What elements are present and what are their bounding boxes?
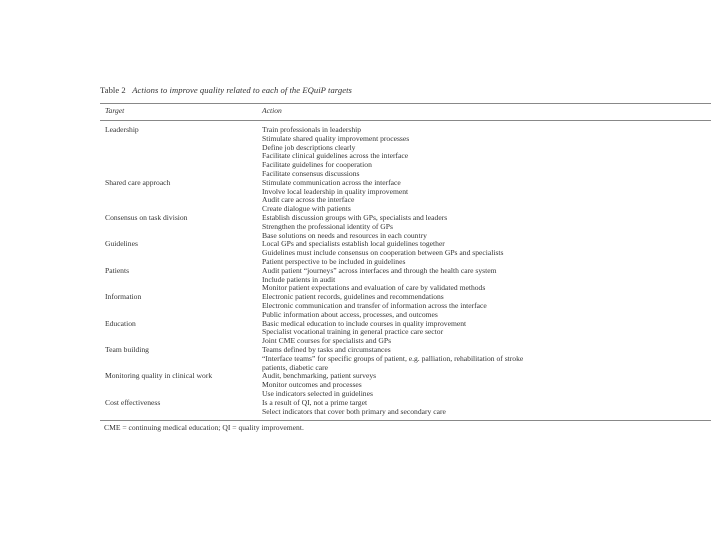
action-item: Specialist vocational training in general practice care sector bbox=[262, 327, 444, 337]
action-item: Audit patient “journeys” across interfaces and through the health care system bbox=[262, 265, 497, 275]
action-item: Monitor outcomes and processes bbox=[262, 380, 362, 390]
header-action: Action bbox=[262, 106, 282, 115]
action-cell bbox=[262, 240, 710, 266]
action-item: Create dialogue with patients bbox=[262, 204, 351, 214]
table-label: Table 2 bbox=[100, 85, 126, 95]
action-item: Patient perspective to be included in guidelines bbox=[262, 256, 406, 266]
action-cell bbox=[262, 399, 710, 417]
target-cell: Shared care approach bbox=[105, 177, 171, 187]
action-cell bbox=[262, 126, 710, 179]
header-rule bbox=[100, 120, 711, 121]
action-item: Train professionals in leadership bbox=[262, 125, 362, 134]
target-cell: Cost effectiveness bbox=[105, 397, 161, 407]
action-item: Joint CME courses for specialists and GPs bbox=[262, 336, 392, 346]
target-cell: Leadership bbox=[105, 125, 139, 134]
action-cell bbox=[262, 179, 710, 214]
action-item: Strengthen the professional identity of GPs bbox=[262, 221, 393, 231]
action-item: Monitor patient expectations and evaluation of care by validated methods bbox=[262, 283, 486, 293]
action-item: Establish discussion groups with GPs, specialists and leaders bbox=[262, 213, 448, 222]
action-cell bbox=[262, 320, 710, 346]
action-item: “Interface teams” for specific groups of patient, e.g. palliation, rehabilitation of stroke bbox=[262, 353, 524, 363]
target-cell: Consensus on task division bbox=[105, 213, 188, 222]
target-cell: Team building bbox=[105, 345, 149, 354]
action-cell bbox=[262, 293, 710, 319]
action-item: Define job descriptions clearly bbox=[262, 142, 356, 152]
bottom-rule bbox=[100, 420, 711, 421]
header-target: Target bbox=[105, 106, 125, 115]
action-item: Stimulate communication across the interface bbox=[262, 177, 401, 187]
table-caption bbox=[100, 83, 720, 97]
target-cell: Patients bbox=[105, 265, 130, 275]
table-title: Actions to improve quality related to each of the EQuiP targets bbox=[132, 85, 352, 95]
action-item: Is a result of QI, not a prime target bbox=[262, 397, 368, 407]
action-cell bbox=[262, 214, 710, 240]
action-item: Teams defined by tasks and circumstances bbox=[262, 345, 391, 354]
action-item: Use indicators selected in guidelines bbox=[262, 388, 373, 398]
action-item: Audit, benchmarking, patient surveys bbox=[262, 371, 377, 381]
action-item: Involve local leadership in quality improvement bbox=[262, 186, 409, 196]
action-item: Base solutions on needs and resources in each country bbox=[262, 230, 427, 240]
action-item: Facilitate clinical guidelines across the interface bbox=[262, 151, 409, 161]
target-cell: Education bbox=[105, 318, 136, 328]
action-item: Stimulate shared quality improvement processes bbox=[262, 133, 410, 143]
table-footnote: CME = continuing medical education; QI = quality improvement. bbox=[104, 423, 304, 433]
action-item: Electronic patient records, guidelines and recommendations bbox=[262, 292, 444, 302]
action-item: Include patients in audit bbox=[262, 274, 336, 284]
action-cell bbox=[262, 267, 710, 293]
top-rule bbox=[100, 103, 711, 104]
action-item: Facilitate guidelines for cooperation bbox=[262, 160, 372, 170]
action-item: Select indicators that cover both primary and secondary care bbox=[262, 406, 446, 416]
action-item: Local GPs and specialists establish local guidelines together bbox=[262, 239, 445, 249]
action-item: Public information about access, processes, and outcomes bbox=[262, 309, 438, 319]
action-item: Basic medical education to include courses in quality improvement bbox=[262, 318, 467, 328]
action-item: Facilitate consensus discussions bbox=[262, 168, 360, 178]
action-cell bbox=[262, 372, 710, 398]
action-item: Guidelines must include consensus on cooperation between GPs and specialists bbox=[262, 248, 504, 258]
table-document bbox=[100, 83, 720, 433]
target-cell: Information bbox=[105, 292, 142, 302]
target-cell: Guidelines bbox=[105, 239, 138, 249]
action-item: patients, diabetic care bbox=[262, 362, 328, 372]
action-item: Electronic communication and transfer of information across the interface bbox=[262, 300, 487, 310]
action-item: Audit care across the interface bbox=[262, 195, 355, 205]
target-cell: Monitoring quality in clinical work bbox=[105, 371, 213, 381]
action-cell bbox=[262, 346, 710, 372]
